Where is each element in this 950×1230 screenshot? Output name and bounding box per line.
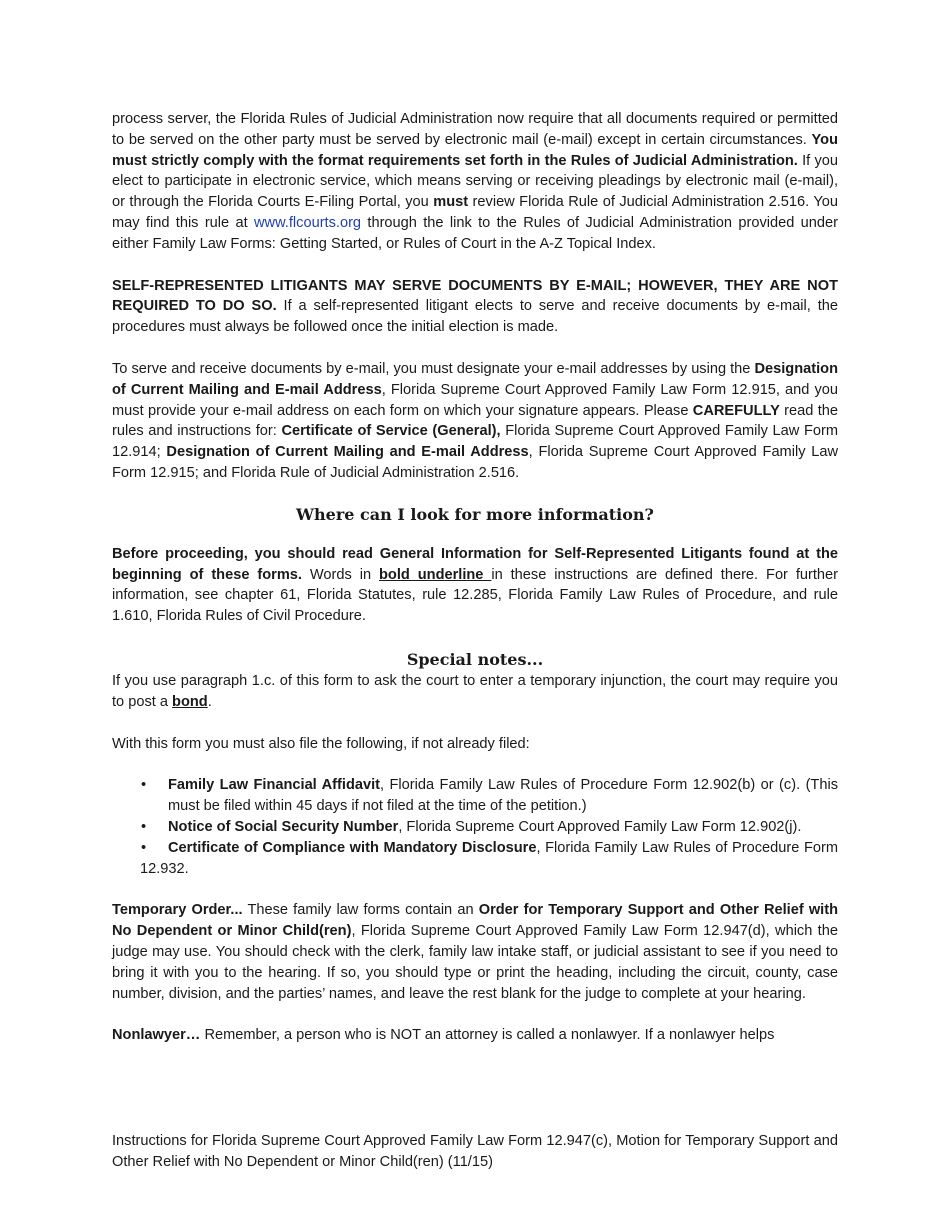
more-information-paragraph: Before proceeding, you should read General Information for Self-Represented Litigants found at the beginning of these forms. Words in bold underline in these instructions are defined there. For further information, see chapter 61, Florida Statutes, rule 12.285, Florida Family Law Rules of Procedure, and rule 1.610, Florida Rules of Civil Procedure. bbox=[112, 545, 839, 625]
list-item: • Family Law Financial Affidavit, Florida Family Law Rules of Procedure Form 12.902(b) or (c). (This must be filed within 45 days if not filed at the time of the petition.) bbox=[141, 777, 838, 815]
list-item: • Notice of Social Security Number, Florida Supreme Court Approved Family Law Form 12.902(j). bbox=[112, 817, 838, 838]
temporary-order-paragraph: Temporary Order... These family law forms contain an Order for Temporary Support and Other Relief with No Dependent or Minor Child(ren), Florida Supreme Court Approved Family Law Form 12.947(d), which the judge may use. You should check with the clerk, family law intake staff, or judicial assistant to see if you need to bring it with you to the hearing. If so, you should type or print the heading, including the circuit, county, case number, division, and the parties’ names, and leave the rest blank for the judge to complete at your hearing. bbox=[112, 902, 839, 1002]
flcourts-link[interactable]: www.flcourts.org bbox=[254, 214, 362, 231]
bullet-icon: • bbox=[141, 839, 147, 856]
e-service-paragraph: process server, the Florida Rules of Judicial Administration now require that all documents required or permitted to be served on the other party must be served by electronic mail (e-mail) except in certain circumstances. You must strictly comply with the format requirements set forth in the Rules of Judicial Administration. If you elect to participate in electronic service, which means serving or receiving pleadings by electronic mail (e-mail), or through the Florida Courts E-Filing Portal, you must review Florida Rule of Judicial Administration 2.516. You may find this rule at www.flcourts.org through the link to the Rules of Judicial Administration provided under either Family Law Forms: Getting Started, or Rules of Court in the A-Z Topical Index. bbox=[112, 111, 839, 252]
bullet-icon: • bbox=[141, 777, 147, 794]
file-following-paragraph: With this form you must also file the following, if not already filed: bbox=[112, 735, 530, 752]
required-forms-list bbox=[112, 775, 838, 879]
document-body bbox=[112, 109, 838, 1046]
list-item: • Certificate of Compliance with Mandatory Disclosure, Florida Family Law Rules of Procedure Form 12.932. bbox=[140, 839, 838, 877]
self-represented-paragraph: SELF-REPRESENTED LITIGANTS MAY SERVE DOCUMENTS BY E-MAIL; HOWEVER, THEY ARE NOT REQUIRED TO DO SO. If a self-represented litigant elects to serve and receive documents by e-mail, the procedures must always be followed once the initial election is made. bbox=[112, 277, 838, 336]
bullet-icon: • bbox=[141, 818, 147, 835]
bond-paragraph: If you use paragraph 1.c. of this form to ask the court to enter a temporary injunction, the court may require you to post a bond. bbox=[112, 672, 838, 710]
designation-paragraph: To serve and receive documents by e-mail, you must designate your e-mail addresses by using the Designation of Current Mailing and E-mail Address, Florida Supreme Court Approved Family Law Form 12.915, and you must provide your e-mail address on each form on which your signature appears. Please CAREFULLY read the rules and instructions for: Certificate of Service (General), Florida Supreme Court Approved Family Law Form 12.914; Designation of Current Mailing and E-mail Address, Florida Supreme Court Approved Family Law Form 12.915; and Florida Rule of Judicial Administration 2.516. bbox=[112, 360, 838, 481]
special-notes-heading: Special notes... bbox=[406, 649, 544, 669]
page-footer: Instructions for Florida Supreme Court Approved Family Law Form 12.947(c), Motion for Temporary Support and Other Relief with No Dependent or Minor Child(ren) (11/15) bbox=[112, 1133, 838, 1170]
more-information-heading: Where can I look for more information? bbox=[296, 504, 654, 524]
nonlawyer-paragraph: Nonlawyer… Remember, a person who is NOT an attorney is called a nonlawyer. If a nonlawyer helps bbox=[112, 1027, 775, 1044]
